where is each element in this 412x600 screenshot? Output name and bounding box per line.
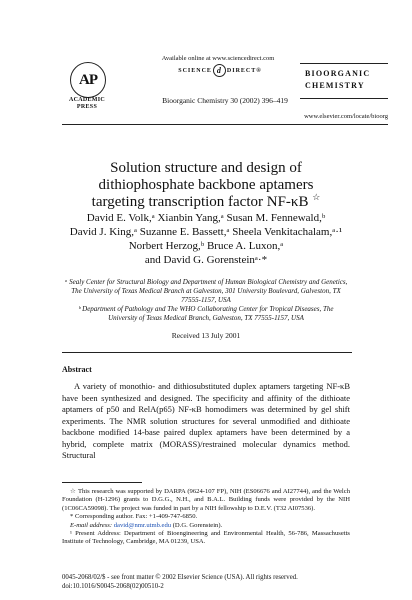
authors-line1: David E. Volk,ᵃ Xianbin Yang,ᵃ Susan M. Fennewald,ᵇ [86,212,326,224]
footnote-corresponding: * Corresponding author. Fax: +1-409-747-6850. [70,513,198,521]
affiliation-a: ᵃ Sealy Center for Structural Biology and Department of Human Biological Chemistry and Genetics, The University of Texas Medical Branch at Galveston, 301 University Boulevard, Galveston, TX 77555-1157, USA [64,278,348,304]
publisher-name: ACADEMIC PRESS [68,97,106,110]
title-line3: targeting transcription factor NF-κB ☆ [91,192,321,210]
header-rule [62,124,388,125]
title-line2: dithiophosphate backbone aptamers [98,177,314,193]
journal-brand-line1: BIOORGANIC [305,69,371,78]
received-date: Received 13 July 2001 [171,331,241,340]
sciencedirect-left: SCIENCE [178,67,212,74]
brand-rule-bottom [300,98,388,99]
footnote-rule [62,482,142,483]
publisher-logo: AP [70,62,106,98]
abstract-heading: Abstract [62,365,92,374]
brand-rule-top [300,63,388,64]
authors-line4: and David G. Gorensteinᵃ·* [144,254,268,266]
article-meta [62,573,352,591]
footnote-funding: ☆ This research was supported by DARPA (9624-107 FP), NIH (ES06676 and AI27744), and the Welch Foundation (H-1296) grants to D.G.G., N.H., and B.A.L. Building funds were provided by the NIH (1C06CA59098). The project was funded in part by a NIH fellowship to D.E.V. (T32 AI07536). [62,488,350,512]
affiliations [64,278,348,323]
abstract-text: A variety of monothio- and dithiosubstituted duplex aptamers targeting NF-κB have been synthesized and designed. The specificity and affinity of the dithioate aptamers of p50 and RelA(p65) NF-κB homodimers was determined by gel shift experiments. The NMR solution structures for several unmodified and dithioate backbone modified 14-base paired duplex aptamers have been determined by a hybrid, complete matrix (MORASS)/restrained molecular dynamics method. Structural [62,381,350,460]
available-online: Available online at www.sciencedirect.com [161,55,275,62]
authors-line3: Norbert Herzog,ᵇ Bruce A. Luxon,ᵃ [128,240,284,252]
affiliation-b: ᵇ Department of Pathology and The WHO Collaborating Center for Tropical Diseases, The University of Texas Medical Branch, Galveston, TX 77555-1157, USA [78,305,334,322]
sciencedirect-logo [165,64,275,77]
journal-brand [305,68,375,92]
sciencedirect-right: DIRECT [226,67,257,74]
doi-line: doi:10.1016/S0045-2068(02)00510-2 [62,583,164,590]
sciencedirect-mark: d [213,64,226,77]
author-list [50,211,362,267]
footnote-present-address: ¹ Present Address: Department of Bioengineering and Environmental Health, 56-786, Massachusetts Institute of Technology, Cambridge, MA 01239, USA. [62,530,350,546]
issn-line: 0045-2068/02/$ - see front matter © 2002 Elsevier Science (USA). All rights reserved. [62,574,298,581]
footnote-email: E-mail address: david@nmr.utmb.edu (D.G. Gorenstein). [70,521,223,529]
article-title [40,160,372,211]
abstract-rule-top [62,352,352,353]
sciencedirect-tm: ® [256,67,262,74]
footnotes [62,488,350,547]
journal-url[interactable]: www.elsevier.com/locate/bioorg [304,113,388,120]
journal-citation: Bioorganic Chemistry 30 (2002) 396–419 [162,96,288,105]
email-link[interactable]: david@nmr.utmb.edu [113,521,172,529]
authors-line2: David J. King,ᵃ Suzanne E. Bassett,ᵃ Sheela Venkitachalam,ᵃ·¹ [69,226,343,238]
journal-brand-line2: CHEMISTRY [305,81,365,90]
title-footnote-star: ☆ [312,192,321,202]
title-line1: Solution structure and design of [110,160,302,176]
